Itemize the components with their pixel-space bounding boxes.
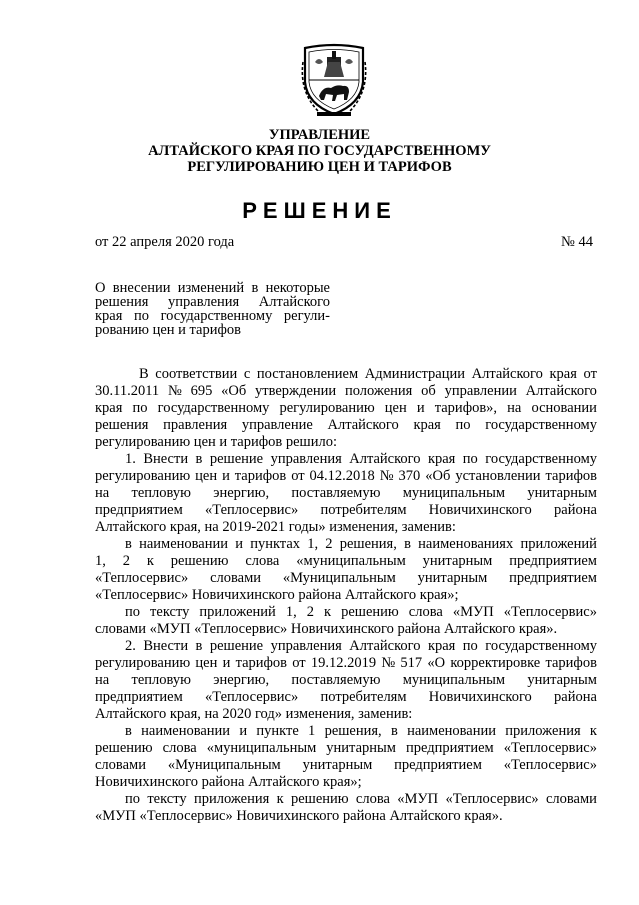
agency-name-line-3: РЕГУЛИРОВАНИЮ ЦЕН И ТАРИФОВ bbox=[187, 159, 452, 175]
subject-line: рованию цен и тарифов bbox=[95, 322, 241, 338]
body-line: на тепловую энергию, поставляемую муниципальным унитарным bbox=[95, 672, 597, 688]
body-line: по тексту приложений 1, 2 к решению слова «МУП «Теплосервис» bbox=[125, 604, 597, 620]
body-line: Алтайского края, на 2020 год» изменения, заменив: bbox=[95, 706, 413, 722]
body-line: «МУП «Теплосервис» Новичихинского района Алтайского края». bbox=[95, 808, 503, 824]
document-title: РЕШЕНИЕ bbox=[242, 198, 397, 223]
body-line: решения правления управление Алтайского края по государственному bbox=[95, 417, 597, 433]
body-line: 1. Внести в решение управления Алтайского края по государственному bbox=[125, 451, 597, 467]
body-line: 1, 2 к решению слова «муниципальным унитарным предприятием bbox=[95, 553, 597, 569]
document-number: № 44 bbox=[561, 234, 593, 250]
body-line: 30.11.2011 № 695 «Об утверждении положения об управлении Алтайского bbox=[95, 383, 597, 399]
body-line: в наименовании и пунктах 1, 2 решения, в наименованиях приложений bbox=[125, 536, 597, 552]
body-line: по тексту приложения к решению слова «МУП «Теплосервис» словами bbox=[125, 791, 597, 807]
body-line: словами «МУП «Теплосервис» Новичихинского района Алтайского края». bbox=[95, 621, 558, 637]
body-line: регулированию цен и тарифов от 19.12.2019 № 517 «О корректировке тарифов bbox=[95, 655, 597, 671]
subject-line: края по государственному регули- bbox=[95, 308, 330, 324]
body-line: регулированию цен и тарифов решило: bbox=[95, 434, 337, 450]
body-line: «Теплосервис» словами «Муниципальным унитарным предприятием bbox=[95, 570, 597, 586]
body-line: «Теплосервис» Новичихинского района Алтайского края»; bbox=[95, 587, 459, 603]
subject-line: О внесении изменений в некоторые bbox=[95, 280, 330, 296]
body-line: предприятием «Теплосервис» потребителям Новичихинского района bbox=[95, 689, 597, 705]
altai-krai-coat-of-arms-icon bbox=[297, 42, 371, 118]
body-line: В соответствии с постановлением Администрации Алтайского края от bbox=[139, 366, 597, 382]
body-line: регулированию цен и тарифов от 04.12.2018 № 370 «Об установлении тарифов bbox=[95, 468, 597, 484]
document-date: от 22 апреля 2020 года bbox=[95, 234, 235, 250]
body-line: Алтайского края, на 2019-2021 годы» изменения, заменив: bbox=[95, 519, 456, 535]
body-line: 2. Внести в решение управления Алтайского края по государственному bbox=[125, 638, 597, 654]
agency-name-line-2: АЛТАЙСКОГО КРАЯ ПО ГОСУДАРСТВЕННОМУ bbox=[148, 143, 491, 159]
body-line: словами «Муниципальным унитарным предприятием «Теплосервис» bbox=[95, 757, 597, 773]
subject-line: решения управления Алтайского bbox=[95, 294, 330, 310]
body-line: на тепловую энергию, поставляемую муниципальным унитарным bbox=[95, 485, 597, 501]
body-line: решению слова «муниципальным унитарным предприятием «Теплосервис» bbox=[95, 740, 597, 756]
body-line: края по государственному регулированию цен и тарифов», на основании bbox=[95, 400, 597, 416]
agency-name-line-1: УПРАВЛЕНИЕ bbox=[268, 127, 371, 143]
body-line: Новичихинского района Алтайского края»; bbox=[95, 774, 362, 790]
body-line: в наименовании и пункте 1 решения, в наименовании приложения к bbox=[125, 723, 597, 739]
document-subject bbox=[95, 281, 330, 337]
body-line: предприятием «Теплосервис» потребителям Новичихинского района bbox=[95, 502, 597, 518]
